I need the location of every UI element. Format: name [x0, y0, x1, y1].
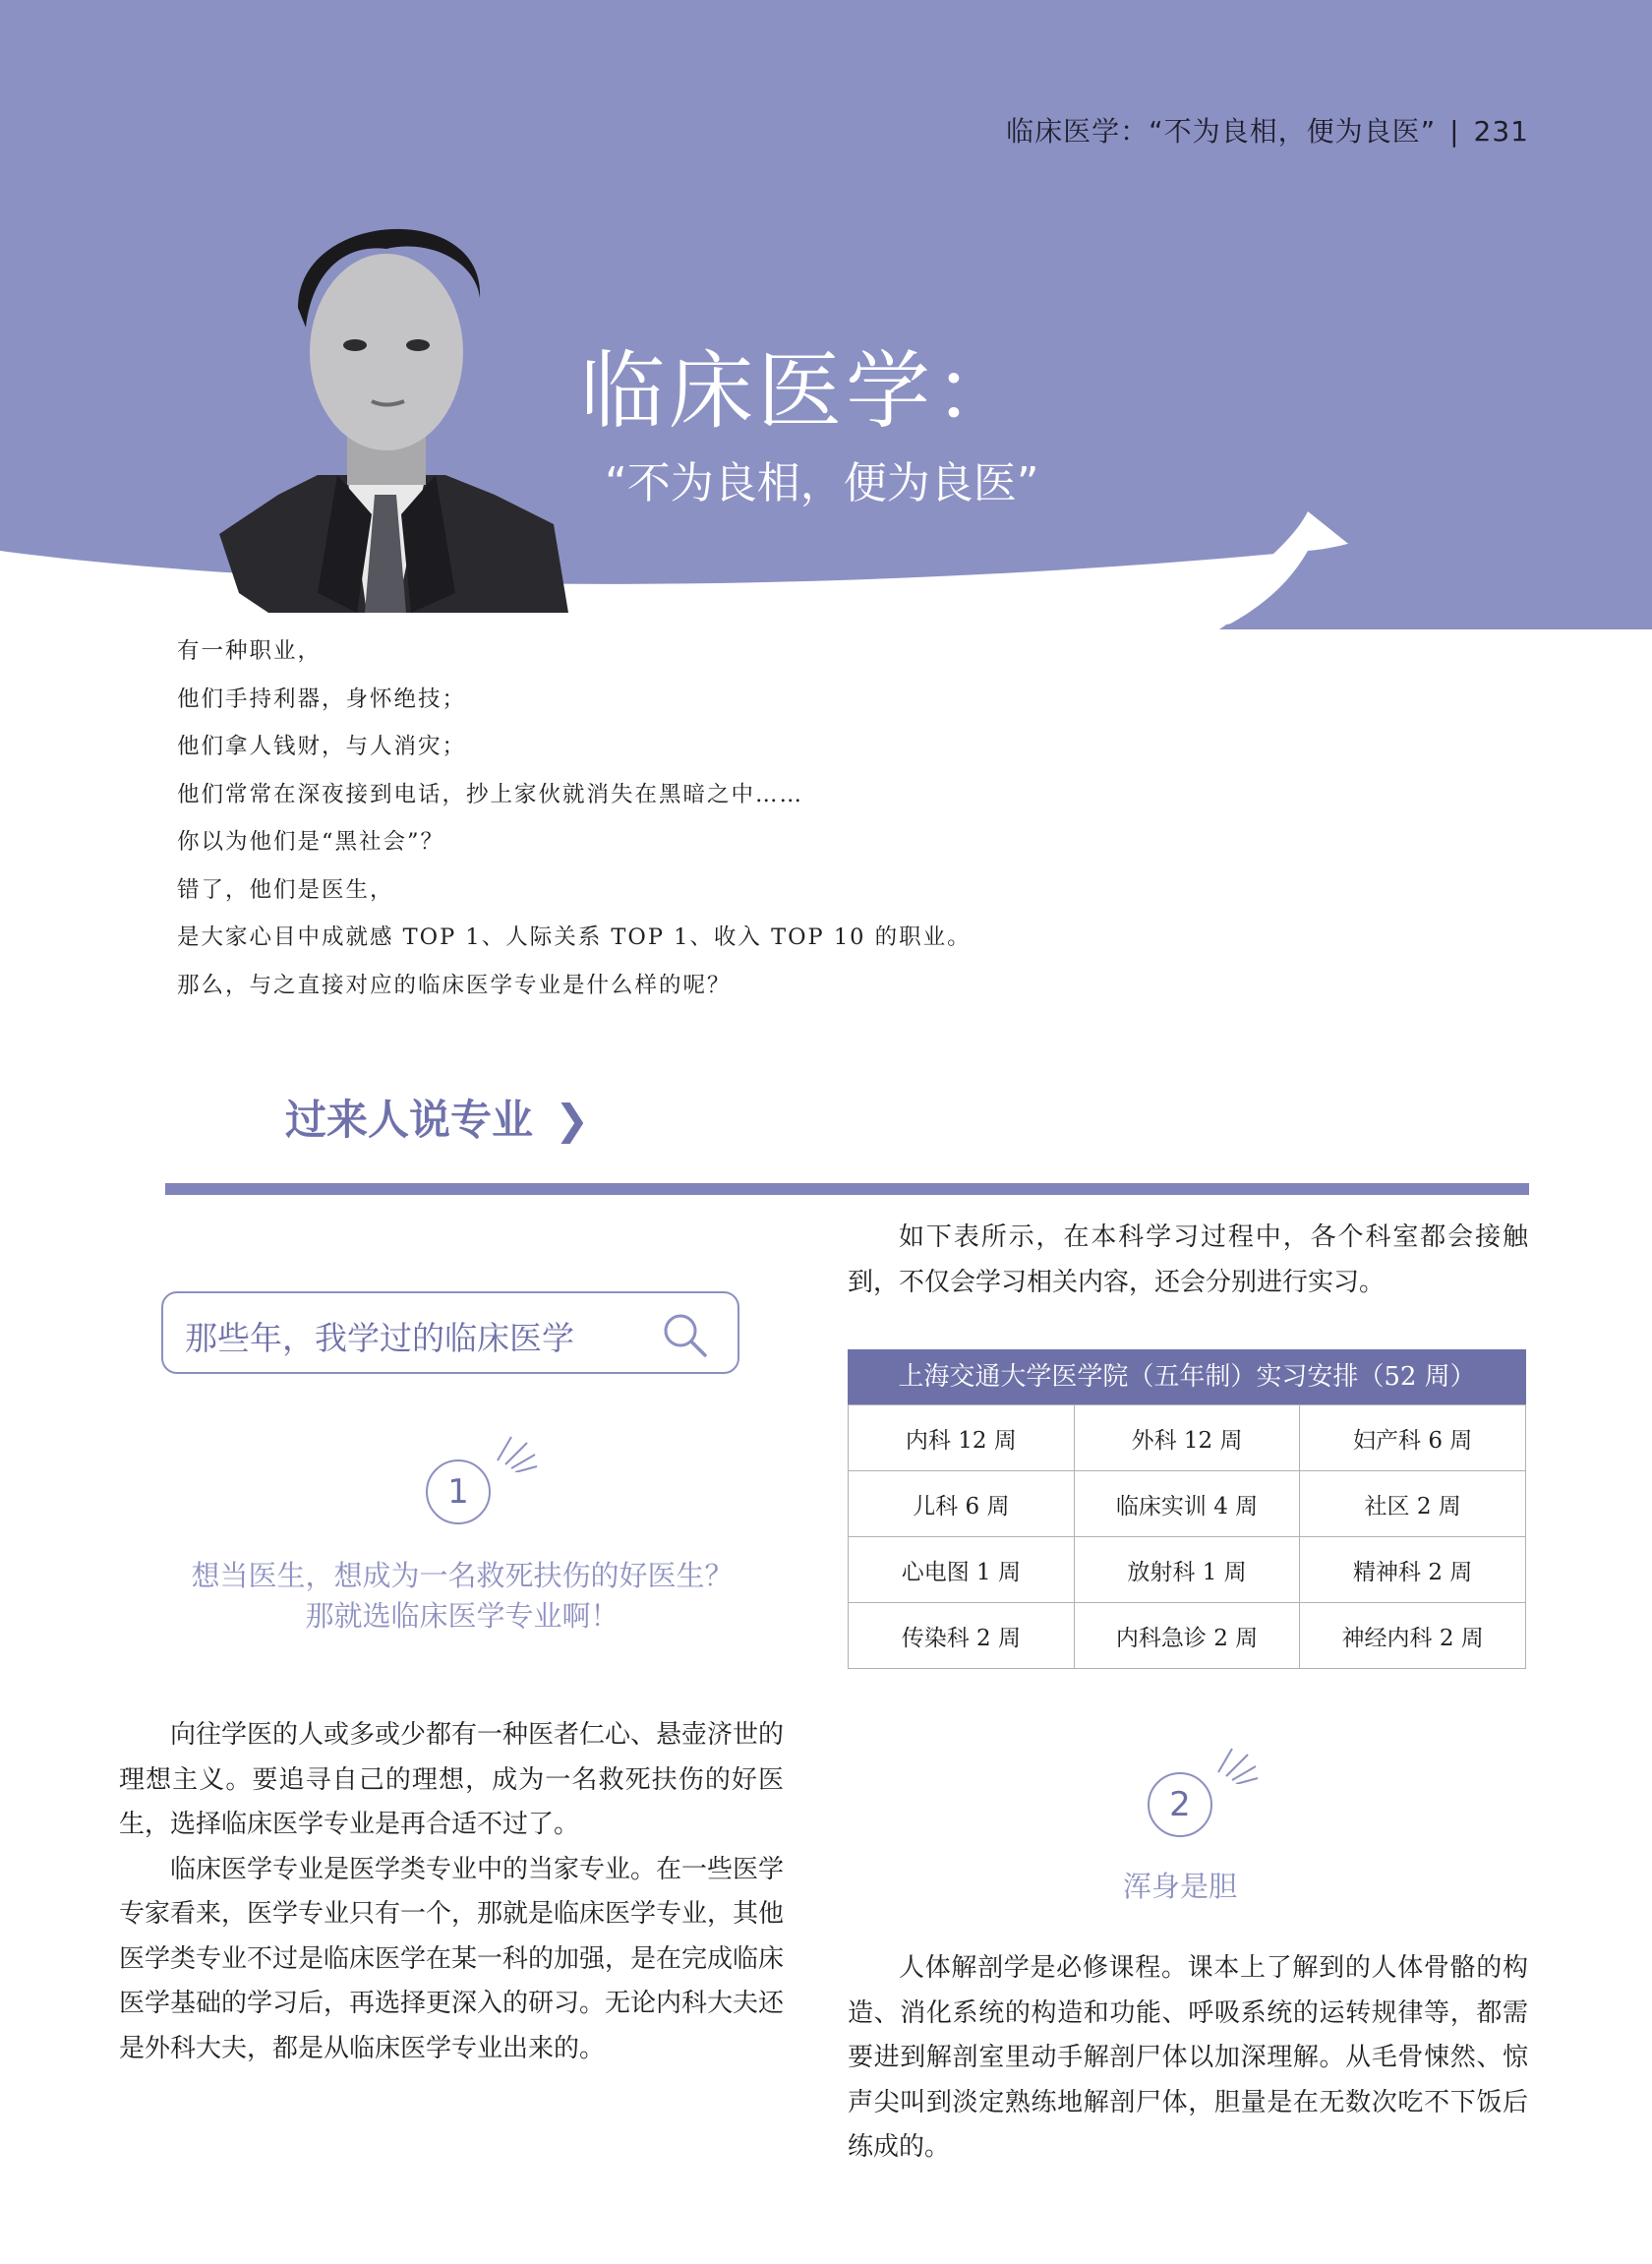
table-cell: 妇产科 6 周: [1300, 1405, 1526, 1471]
article-title: 临床医学：: [580, 342, 1023, 441]
body-paragraph: 如下表所示，在本科学习过程中，各个科室都会接触到，不仅会学习相关内容，还会分别进行实习。: [848, 1222, 1528, 1297]
point-2-caption-line: 浑身是胆: [1122, 1870, 1237, 1903]
sparkle-rays-icon: [1212, 1743, 1262, 1784]
article-subtitle: “不为良相，便为良医”: [605, 458, 1039, 508]
intro-line: 他们拿人钱财，与人消灾；: [177, 734, 467, 759]
table-title: 上海交通大学医学院（五年制）实习安排（52 周）: [848, 1349, 1526, 1404]
intro-line: 有一种职业，: [177, 638, 323, 664]
body-paragraph: 向往学医的人或多或少都有一种医者仁心、悬壶济世的理想主义。要追寻自己的理想，成为一名救死扶伤的好医生，选择临床医学专业是再合适不过了。: [119, 1720, 785, 1839]
table-row: [849, 1471, 1526, 1537]
body-paragraph: 临床医学专业是医学类专业中的当家专业。在一些医学专家看来，医学专业只有一个，那就是临床医学专业，其他医学类专业不过是临床医学在某一科的加强，是在完成临床医学基础的学习后，再选择更深入的研习。无论内科大夫还是外科大夫，都是从临床医学专业出来的。: [119, 1854, 785, 2063]
intro-text: [177, 627, 1062, 1009]
sparkle-rays-icon: [492, 1431, 541, 1472]
table-cell: 传染科 2 周: [849, 1603, 1075, 1669]
internship-schedule-table: [848, 1349, 1526, 1669]
table-cell: 临床实训 4 周: [1074, 1471, 1300, 1537]
running-header: [1006, 110, 1529, 149]
table-row: [849, 1537, 1526, 1603]
doctor-portrait-image: [200, 180, 573, 613]
table-cell: 内科 12 周: [849, 1405, 1075, 1471]
table-row: [849, 1603, 1526, 1669]
chevron-right-icon: ❯: [555, 1096, 590, 1144]
running-header-title: 临床医学：“不为良相，便为良医”: [1006, 115, 1437, 148]
table-cell: 外科 12 周: [1074, 1405, 1300, 1471]
left-column-body: [119, 1713, 784, 2071]
table-cell: 社区 2 周: [1300, 1471, 1526, 1537]
section-heading-text: 过来人说专业: [285, 1096, 534, 1144]
point-1-caption-line: 那就选临床医学专业啊！: [305, 1599, 620, 1633]
intro-line: 那么，与之直接对应的临床医学专业是什么样的呢？: [177, 972, 732, 998]
point-number-2: 2: [1148, 1772, 1212, 1837]
table-cell: 内科急诊 2 周: [1074, 1603, 1300, 1669]
body-paragraph: 人体解剖学是必修课程。课本上了解到的人体骨骼的构造、消化系统的构造和功能、呼吸系统的运转规律等，都需要进到解剖室里动手解剖尸体以加深理解。从毛骨悚然、惊声尖叫到淡定熟练地解剖尸体，胆量是在无数次吃不下饭后练成的。: [848, 1953, 1528, 2162]
point-1-caption-line: 想当医生，想成为一名救死扶伤的好医生？: [191, 1559, 734, 1592]
table-cell: 放射科 1 周: [1074, 1537, 1300, 1603]
point-1-caption: [138, 1556, 787, 1637]
intro-line: 是大家心目中成就感 TOP 1、人际关系 TOP 1、收入 TOP 10 的职业。: [177, 924, 972, 950]
intro-line: 他们手持利器，身怀绝技；: [177, 685, 467, 712]
topic-search-text: 那些年，我学过的临床医学: [185, 1319, 574, 1357]
table-row: [849, 1405, 1526, 1471]
section-heading: [285, 1088, 589, 1147]
schedule-grid: [848, 1404, 1526, 1669]
section-divider: [165, 1183, 1529, 1195]
page-number: 231: [1473, 115, 1529, 148]
table-cell: 儿科 6 周: [849, 1471, 1075, 1537]
table-cell: 心电图 1 周: [849, 1537, 1075, 1603]
right-column-body: [848, 1946, 1528, 2171]
topic-search-box: [161, 1291, 739, 1374]
intro-line: 他们常常在深夜接到电话，抄上家伙就消失在黑暗之中……: [177, 781, 804, 807]
right-column-intro: [848, 1216, 1528, 1305]
table-cell: 精神科 2 周: [1300, 1537, 1526, 1603]
point-number-1: 1: [426, 1460, 491, 1524]
intro-line: 你以为他们是“黑社会”？: [177, 829, 445, 855]
table-cell: 神经内科 2 周: [1300, 1603, 1526, 1669]
running-header-separator: |: [1449, 115, 1460, 148]
intro-line: 错了，他们是医生，: [177, 876, 394, 903]
search-icon: [659, 1309, 710, 1360]
point-2-caption: [983, 1867, 1377, 1907]
